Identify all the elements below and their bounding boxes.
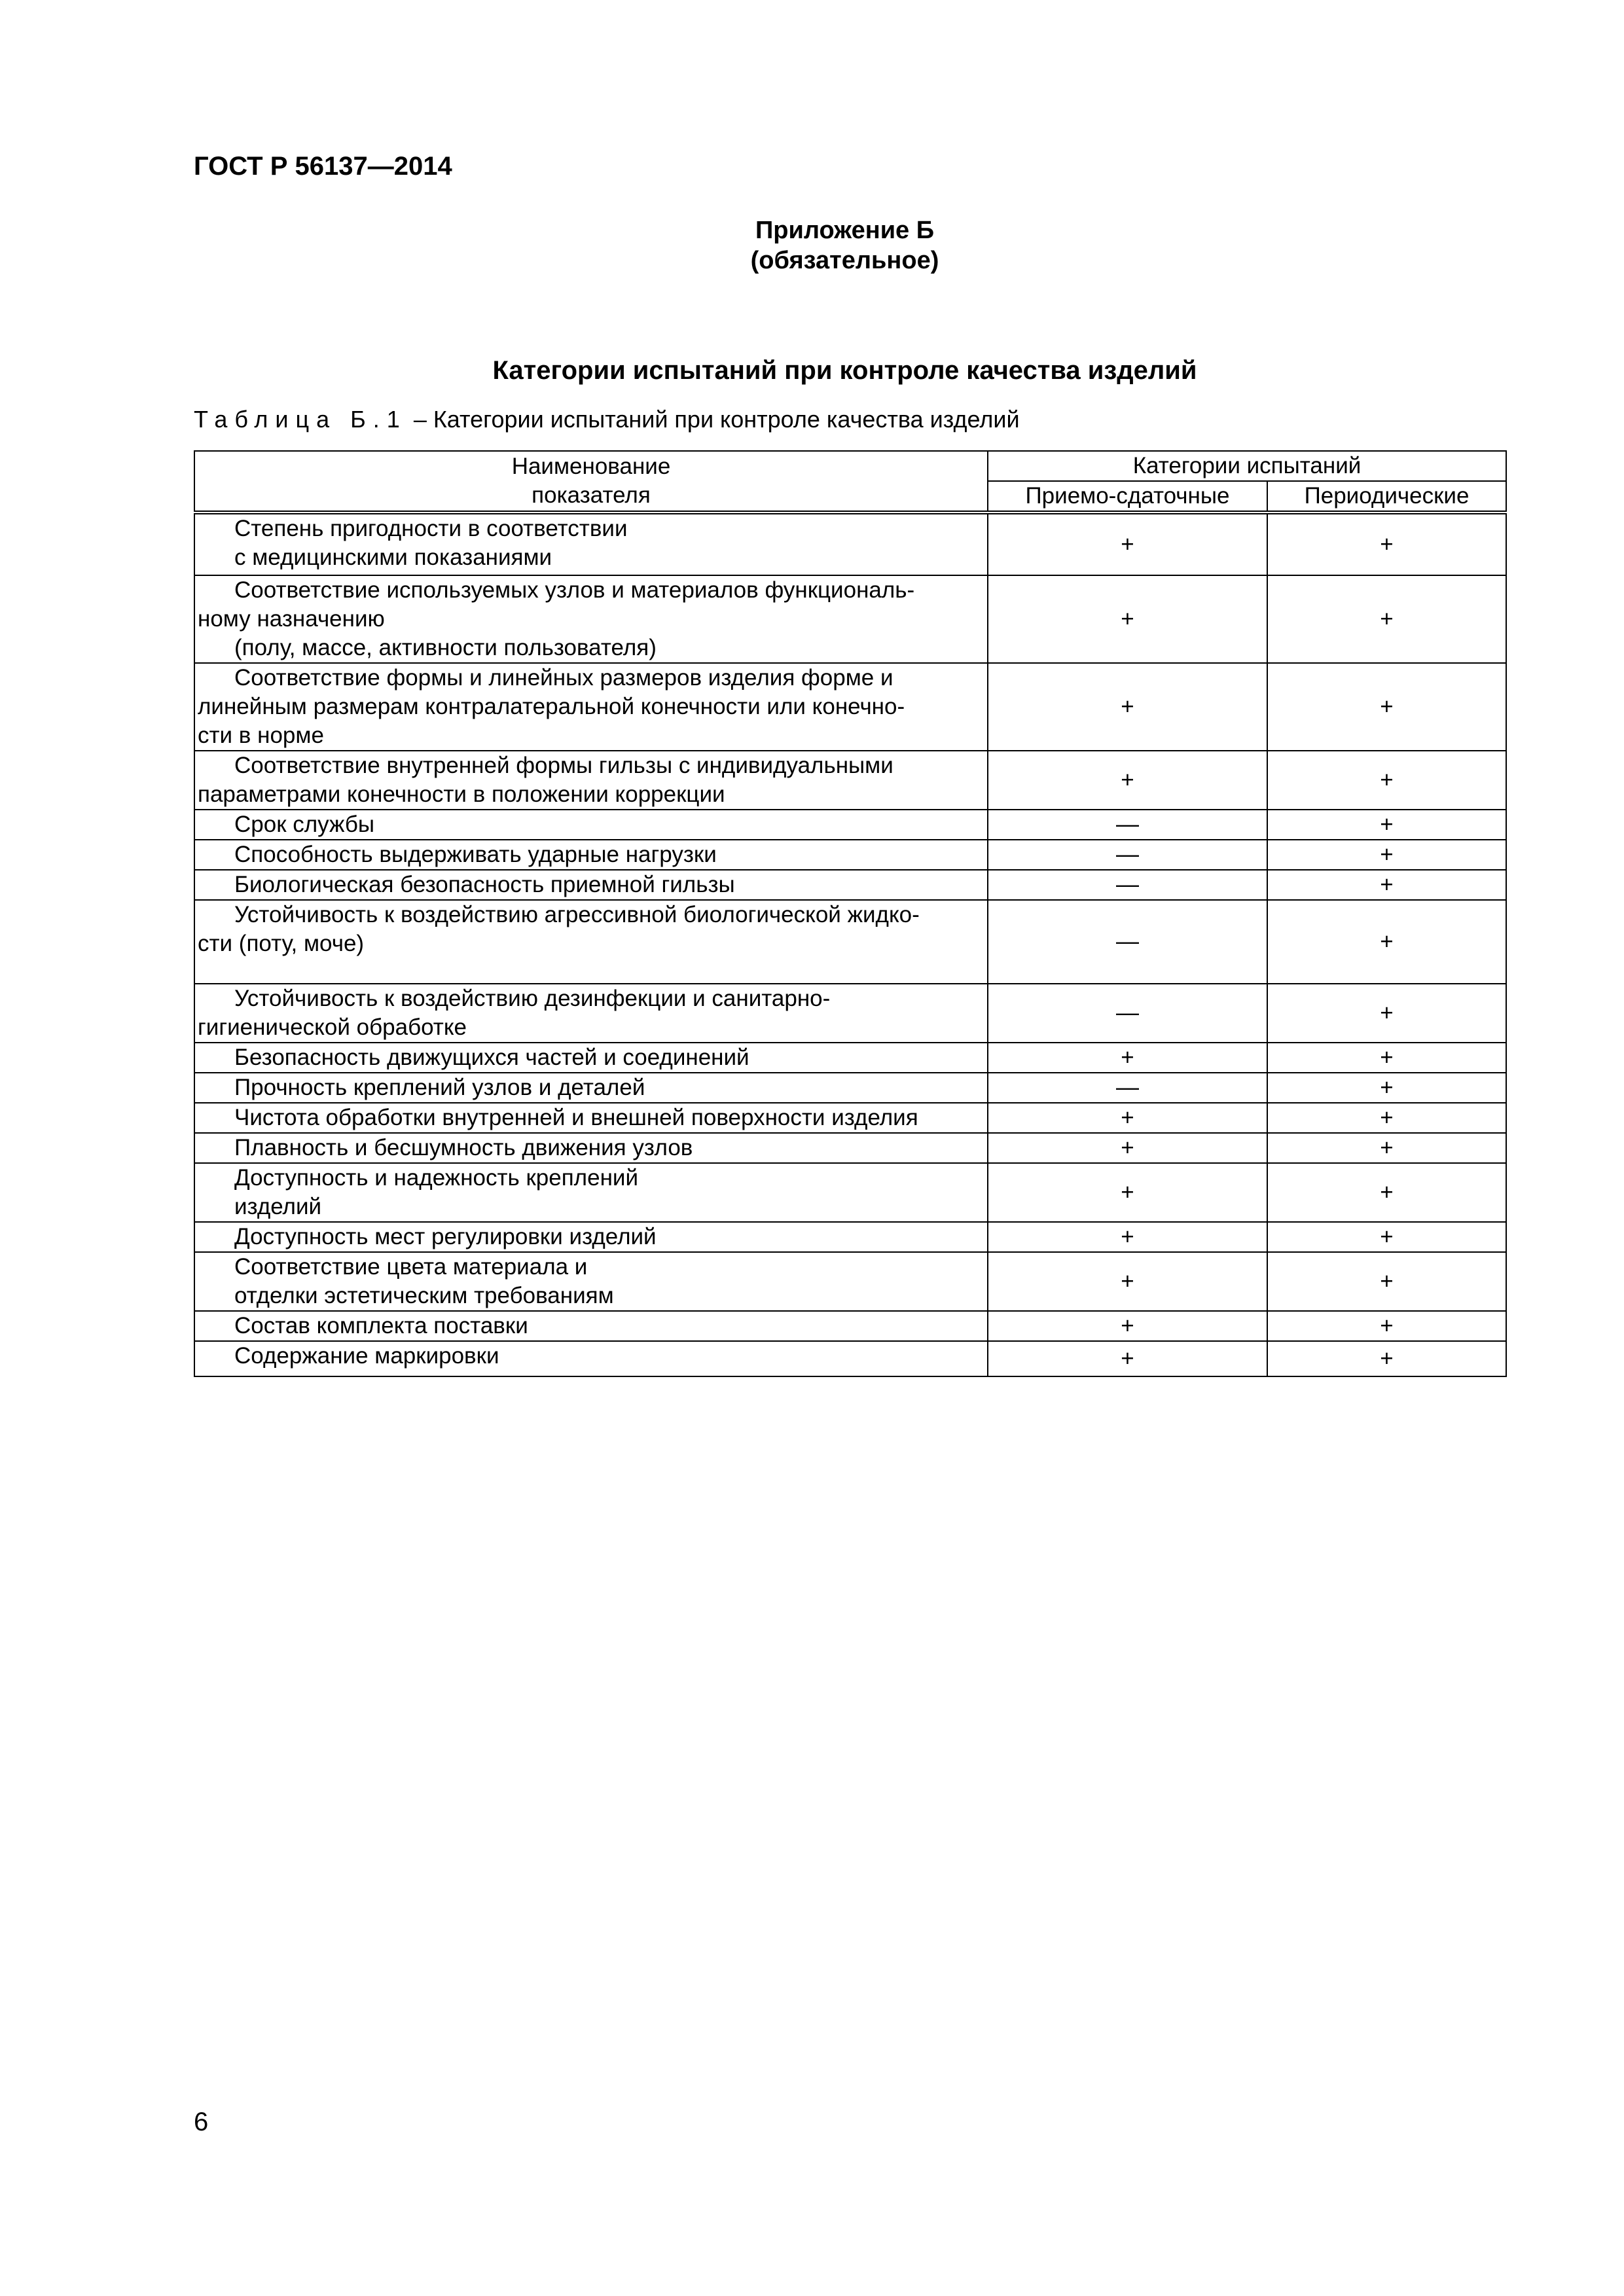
header-test-categories: Категории испытаний <box>988 451 1506 481</box>
indicator-name-line: Устойчивость к воздействию дезинфекции и санитарно- <box>234 986 831 1011</box>
periodic-mark: + <box>1267 1222 1506 1252</box>
indicator-name-line: Соответствие цвета материала и <box>234 1254 588 1280</box>
header-indicator-name <box>194 451 988 512</box>
acceptance-mark: + <box>988 1222 1267 1252</box>
table-row <box>194 1073 1506 1103</box>
acceptance-mark: — <box>988 840 1267 870</box>
indicator-name-line: ному назначению <box>198 606 385 632</box>
indicator-name-cell <box>194 1073 988 1103</box>
indicator-name-line: изделий <box>234 1194 322 1219</box>
indicator-name-line: линейным размерам контралатеральной конечности или конечно- <box>198 694 905 719</box>
table-row <box>194 512 1506 575</box>
acceptance-mark: — <box>988 1073 1267 1103</box>
indicator-name-line: Доступность и надежность креплений <box>234 1165 638 1191</box>
indicator-name-line: Соответствие формы и линейных размеров изделия форме и <box>234 665 893 691</box>
indicator-name-line: Соответствие внутренней формы гильзы с индивидуальными <box>234 753 893 778</box>
indicator-name-line: Устойчивость к воздействию агрессивной биологической жидко- <box>234 902 920 927</box>
indicator-name-line: Плавность и бесшумность движения узлов <box>234 1135 693 1160</box>
appendix-title: Приложение Б <box>755 217 935 244</box>
periodic-mark: + <box>1267 1073 1506 1103</box>
indicator-name-line: сти (поту, моче) <box>198 931 365 956</box>
indicator-name-line: Срок службы <box>234 812 375 837</box>
acceptance-mark: + <box>988 1103 1267 1133</box>
acceptance-mark: + <box>988 1133 1267 1163</box>
periodic-mark: + <box>1267 1163 1506 1222</box>
acceptance-mark: + <box>988 512 1267 575</box>
table-row <box>194 1163 1506 1222</box>
table-row <box>194 1252 1506 1311</box>
indicator-name-line: параметрами конечности в положении коррекции <box>198 781 725 807</box>
header-acceptance: Приемо-сдаточные <box>988 481 1267 512</box>
table-row <box>194 1133 1506 1163</box>
header-indicator-name-line: Наименование <box>511 454 671 479</box>
acceptance-mark: — <box>988 870 1267 900</box>
indicator-name-cell <box>194 1133 988 1163</box>
periodic-mark: + <box>1267 810 1506 840</box>
table-body <box>194 512 1506 1376</box>
table-caption-text: – Категории испытаний при контроле качества изделий <box>406 406 1020 433</box>
header-indicator-name-line: показателя <box>532 482 651 508</box>
indicator-name-line: (полу, массе, активности пользователя) <box>234 635 657 660</box>
periodic-mark: + <box>1267 1043 1506 1073</box>
acceptance-mark: — <box>988 900 1267 984</box>
appendix-status: (обязательное) <box>750 247 939 274</box>
document-code: ГОСТ Р 56137—2014 <box>194 152 452 181</box>
periodic-mark: + <box>1267 663 1506 751</box>
table-row <box>194 751 1506 810</box>
table-row <box>194 984 1506 1043</box>
table-row <box>194 663 1506 751</box>
table-row <box>194 1222 1506 1252</box>
acceptance-mark: + <box>988 575 1267 663</box>
acceptance-mark: + <box>988 663 1267 751</box>
indicator-name-cell <box>194 663 988 751</box>
periodic-mark: + <box>1267 751 1506 810</box>
indicator-name-cell <box>194 1043 988 1073</box>
periodic-mark: + <box>1267 984 1506 1043</box>
periodic-mark: + <box>1267 870 1506 900</box>
indicator-name-cell <box>194 1222 988 1252</box>
indicator-name-line: Прочность креплений узлов и деталей <box>234 1075 645 1100</box>
periodic-mark: + <box>1267 1341 1506 1376</box>
table-row <box>194 575 1506 663</box>
indicator-name-cell <box>194 984 988 1043</box>
indicator-name-line: Состав комплекта поставки <box>234 1313 528 1338</box>
indicator-name-line: гигиенической обработке <box>198 1014 467 1040</box>
indicator-name-cell <box>194 1163 988 1222</box>
periodic-mark: + <box>1267 1311 1506 1341</box>
indicator-name-line: Доступность мест регулировки изделий <box>234 1224 657 1249</box>
indicator-name-cell <box>194 575 988 663</box>
indicator-name-cell <box>194 1252 988 1311</box>
indicator-name-line: Безопасность движущихся частей и соединений <box>234 1045 749 1070</box>
indicator-name-cell <box>194 1341 988 1376</box>
indicator-name-cell <box>194 1311 988 1341</box>
periodic-mark: + <box>1267 840 1506 870</box>
periodic-mark: + <box>1267 900 1506 984</box>
periodic-mark: + <box>1267 1133 1506 1163</box>
indicator-name-cell <box>194 751 988 810</box>
table-row <box>194 900 1506 984</box>
header-periodic: Периодические <box>1267 481 1506 512</box>
indicator-name-cell <box>194 900 988 984</box>
table-row <box>194 1043 1506 1073</box>
indicator-name-line: Степень пригодности в соответствии <box>234 516 628 541</box>
indicator-name-cell <box>194 1103 988 1133</box>
periodic-mark: + <box>1267 512 1506 575</box>
acceptance-mark: + <box>988 1311 1267 1341</box>
indicator-name-line: Чистота обработки внутренней и внешней поверхности изделия <box>234 1105 918 1130</box>
acceptance-mark: + <box>988 751 1267 810</box>
table-row <box>194 1341 1506 1376</box>
indicator-name-cell <box>194 512 988 575</box>
section-title: Категории испытаний при контроле качества изделий <box>492 356 1197 385</box>
indicator-name-line: Биологическая безопасность приемной гильзы <box>234 872 735 897</box>
indicator-name-line: отделки эстетическим требованиям <box>234 1283 614 1308</box>
acceptance-mark: — <box>988 984 1267 1043</box>
table-row <box>194 1103 1506 1133</box>
acceptance-mark: + <box>988 1341 1267 1376</box>
indicator-name-cell <box>194 840 988 870</box>
table-row <box>194 1311 1506 1341</box>
indicator-name-cell <box>194 870 988 900</box>
acceptance-mark: + <box>988 1043 1267 1073</box>
table-caption <box>194 406 1020 433</box>
test-categories-table <box>194 450 1507 1377</box>
indicator-name-line: Содержание маркировки <box>234 1343 499 1369</box>
page-number: 6 <box>194 2108 209 2136</box>
acceptance-mark: — <box>988 810 1267 840</box>
indicator-name-line: Способность выдерживать ударные нагрузки <box>234 842 717 867</box>
indicator-name-line: Соответствие используемых узлов и материалов функциональ- <box>234 577 915 603</box>
periodic-mark: + <box>1267 575 1506 663</box>
indicator-name-line: с медицинскими показаниями <box>234 545 552 570</box>
table-caption-label: Таблица Б.1 <box>194 406 407 433</box>
periodic-mark: + <box>1267 1103 1506 1133</box>
indicator-name-cell <box>194 810 988 840</box>
table-row <box>194 870 1506 900</box>
acceptance-mark: + <box>988 1252 1267 1311</box>
table-row <box>194 810 1506 840</box>
acceptance-mark: + <box>988 1163 1267 1222</box>
table-row <box>194 840 1506 870</box>
periodic-mark: + <box>1267 1252 1506 1311</box>
indicator-name-line: сти в норме <box>198 723 324 748</box>
